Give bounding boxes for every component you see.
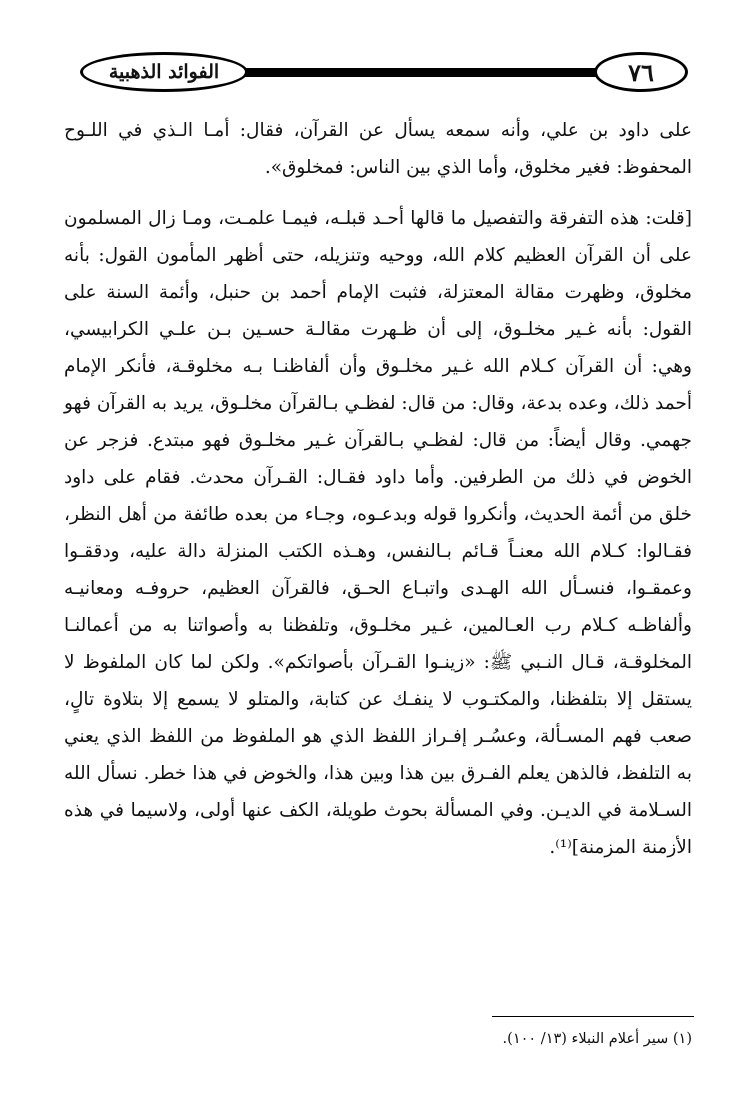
page-number: ٧٦ [628,57,654,87]
page-header [62,46,694,102]
paragraph-spacer [64,186,692,200]
footnote: (١) سير أعلام النبلاء (١٣/ ١٠٠). [502,1031,692,1047]
footnote-divider [492,1016,694,1017]
page-number-badge [594,52,688,92]
paragraph-continuation: على داود بن علي، وأنه سمعه يسأل عن القرآن، فقال: أمـا الـذي في اللـوح المحفوظ: فغير مخلوق، وأما الذي بين الناس: فمخلوق». [64,120,692,178]
paragraph-commentary: [قلت: هذه التفرقة والتفصيل ما قالها أحـد قبلـه، فيمـا علمـت، ومـا زال المسلمون على أن القرآن العظيم كلام الله، ووحيه وتنزيله، حتى أظهر المأمون القول: بأنه مخلوق، وظهرت مقالة المعتزلة، فثبت الإمام أحمد بن حنبل، وأئمة السنة على القول: بأنه غـير مخلـوق، إلى أن ظـهرت مقالـة حسـين بـن علـي الكرابيسي، وهي: أن القرآن كـلام الله غـير مخلـوق وأن ألفاظنـا بـه مخلوقـة، فأنكر الإمام أحمد ذلك، وعده بدعة، وقال: من قال: لفظـي بـالقرآن مخلـوق، يريد به القرآن فهو جهمي. وقال أيضاً: من قال: لفظـي بـالقرآن غـير مخلـوق فهو مبتدع. فزجر عن الخوض في ذلك من الطرفين. وأما داود فقـال: القـرآن محدث. فقام على داود خلق من أئمة الحديث، وأنكروا قوله وبدعـوه، وجـاء من بعده طائفة من أهل النظر، فقـالوا: كـلام الله معنـاً قـائم بـالنفس، وهـذه الكتب المنزلة دالة عليه، ودققـوا وعمقـوا، فنسـأل الله الهـدى واتبـاع الحـق، فالقرآن العظيم، حروفـه ومعانيـه وألفاظـه كـلام رب العـالمين، غـير مخلـوق، وتلفظنا به وأصواتنا به من أعمالنـا المخلوقـة، قـال النـبي ﷺ: «زينـوا القـرآن بأصواتكم». ولكن لما كان الملفوظ لا يستقل إلا بتلفظنا، والمكتـوب لا ينفـك عن كتابة، والمتلو لا يسمع إلا بتلاوة تالٍ، صعب فهم المسـألة، وعسُـر إفـراز اللفظ الذي هو الملفوظ من اللفظ الذي يعني به التلفظ، فالذهن يعلم الفـرق بين هذا وبين هذا، والخوض في هذا خطر. نسأل الله السـلامة في الديـن. وفي المسألة بحوث طويلة، الكف عنها أولى، ولاسيما في هذه الأزمنة المزمنة]⁽¹⁾. [64,208,692,858]
book-title-badge [80,52,248,92]
main-text [64,112,692,866]
header-rule [222,68,604,77]
book-title: الفوائد الذهبية [108,61,220,83]
